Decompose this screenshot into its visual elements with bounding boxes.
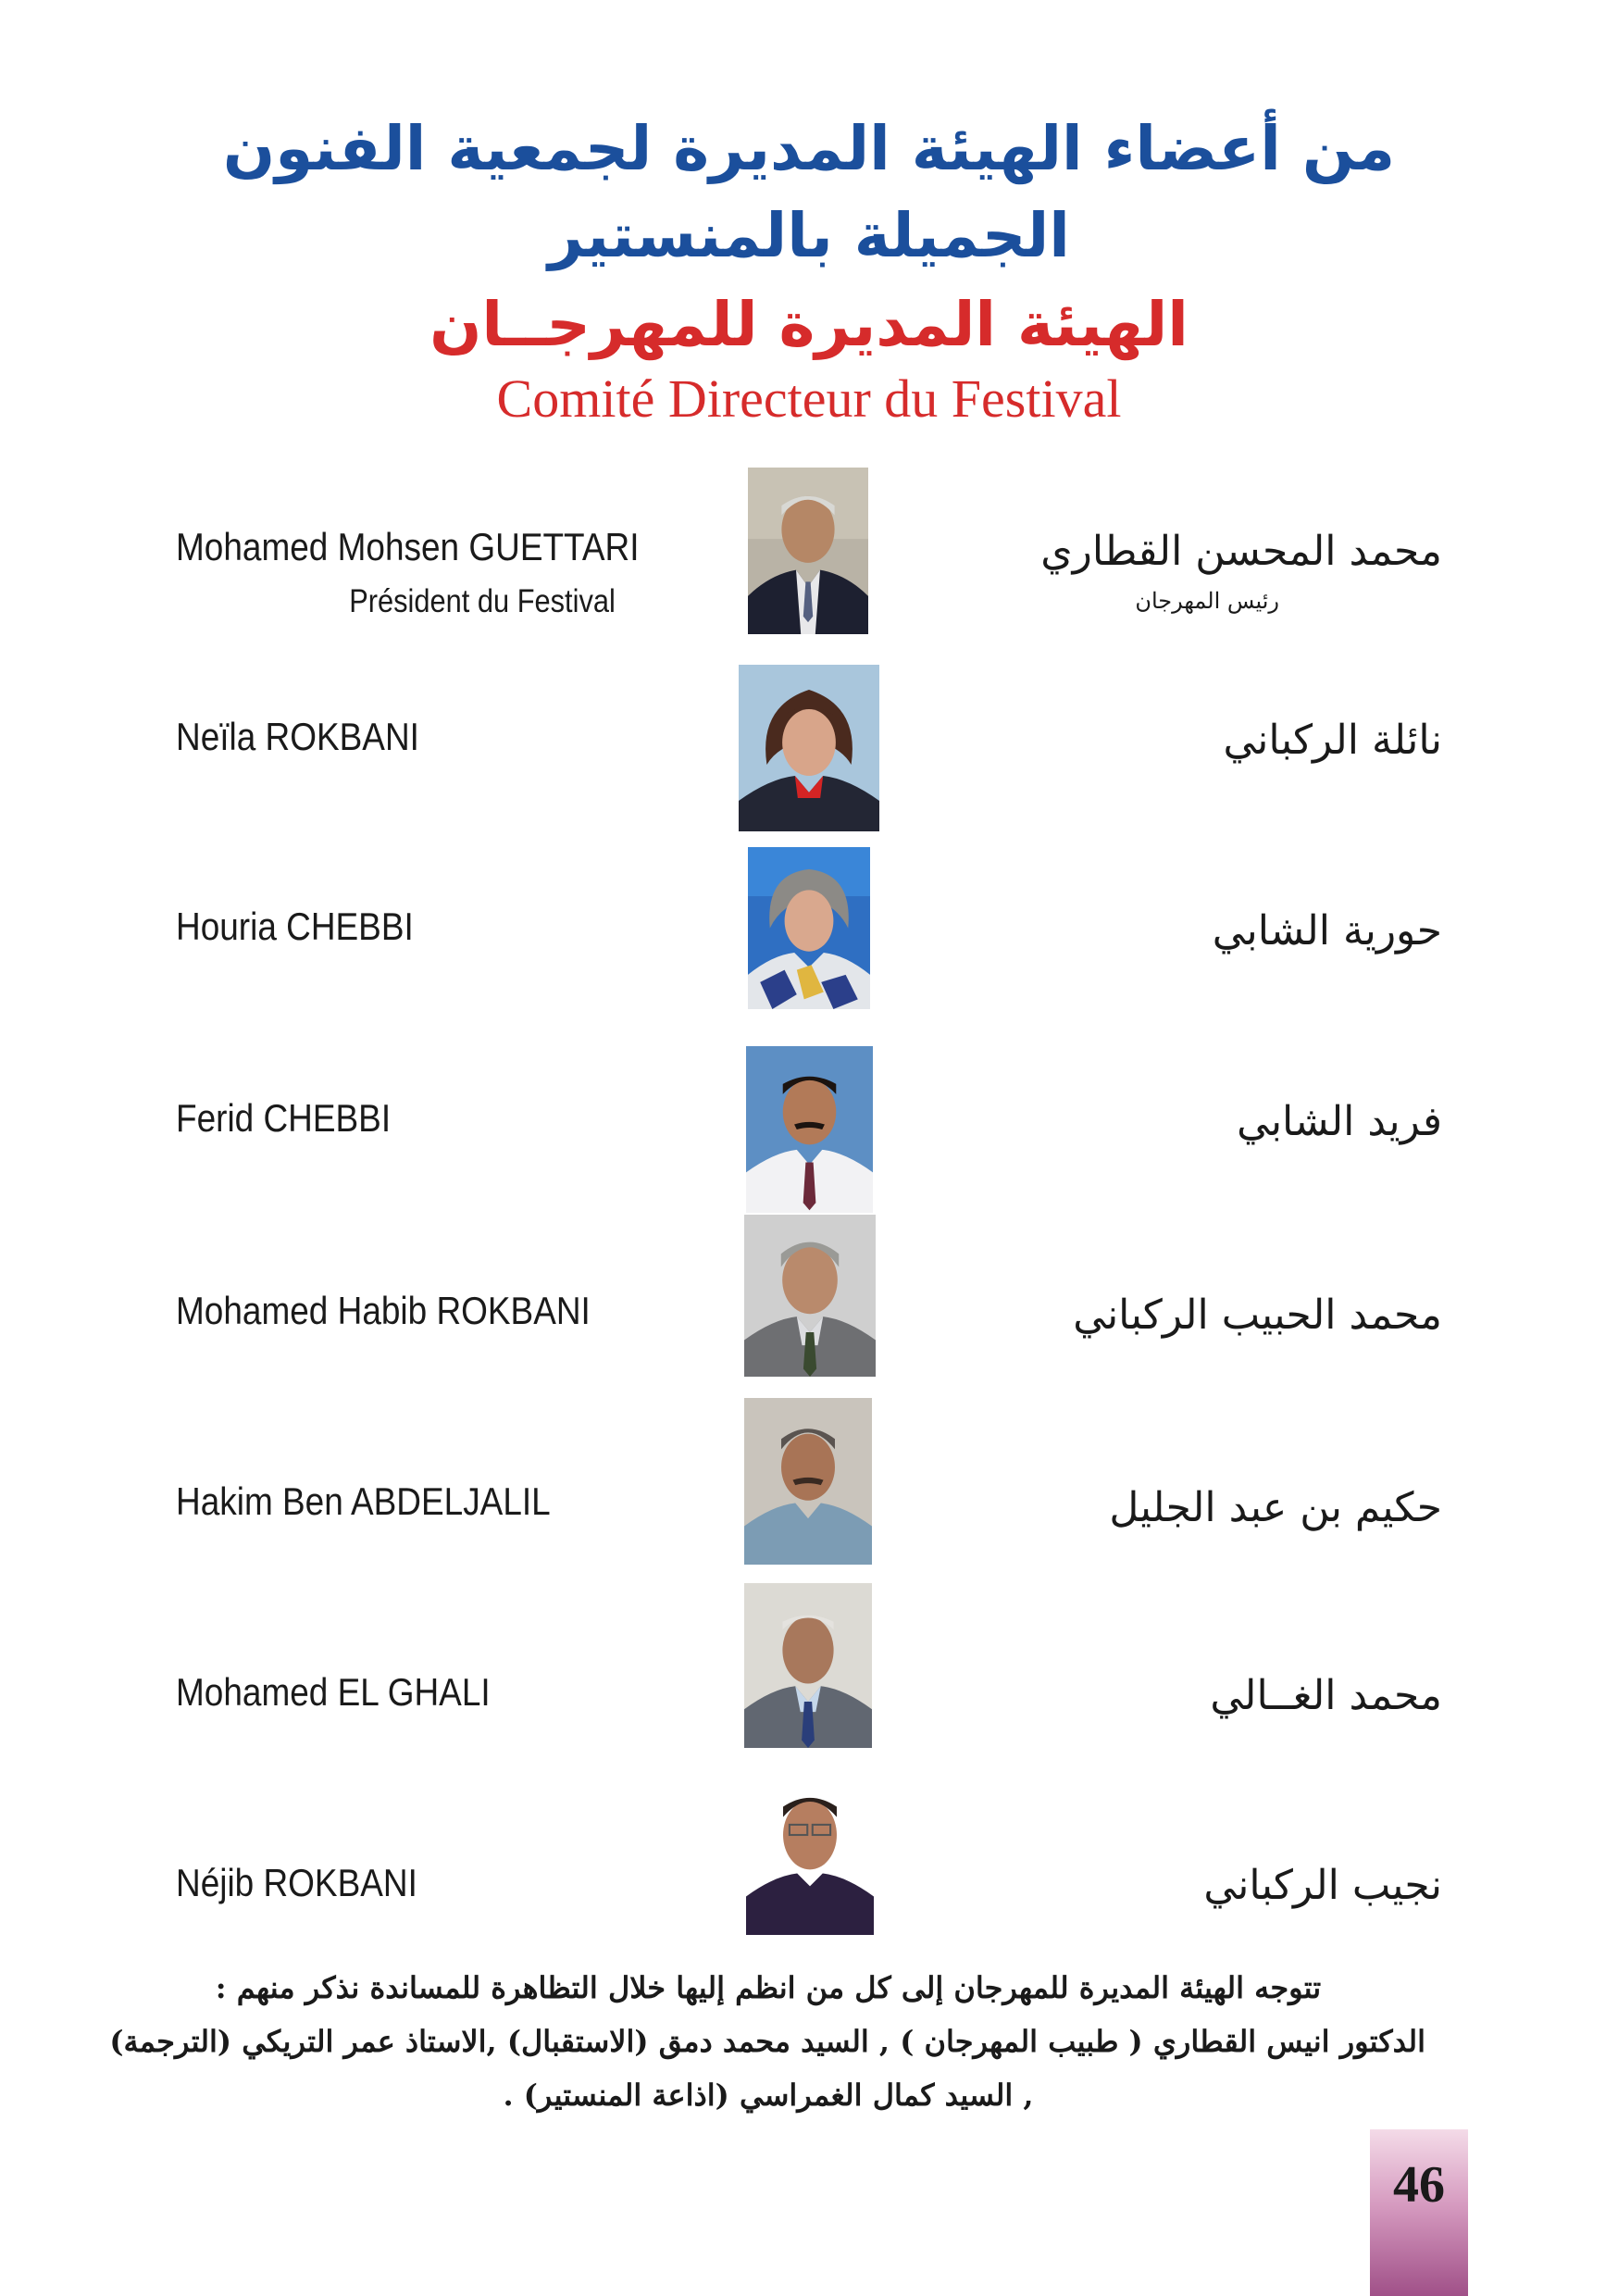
acknowledgement-text [111, 1961, 1425, 2122]
member-photo [746, 1046, 873, 1213]
member-row [0, 1583, 1618, 1750]
member-name-fr: Ferid CHEBBI [176, 1096, 392, 1140]
member-photo [748, 468, 868, 634]
member-photo [744, 1583, 872, 1748]
page-number-tab [1370, 2129, 1468, 2296]
member-name-ar: حورية الشابي [1212, 907, 1442, 955]
member-row [0, 665, 1618, 831]
member-photo [739, 665, 879, 831]
member-name-ar: نائلة الركباني [1223, 717, 1442, 764]
member-name-ar: فريد الشابي [1237, 1098, 1442, 1145]
member-name-fr: Mohamed EL GHALI [176, 1670, 491, 1714]
member-name-fr: Hakim Ben ABDELJALIL [176, 1479, 551, 1523]
member-role-ar: رئيس المهرجان [1135, 588, 1279, 614]
member-row [0, 1215, 1618, 1381]
member-row [0, 1046, 1618, 1213]
member-photo [744, 1398, 872, 1565]
member-name-fr: Neïla ROKBANI [176, 715, 419, 758]
member-name-fr: Houria CHEBBI [176, 905, 414, 948]
member-photo [748, 847, 870, 1009]
title-line-1: من أعضاء الهيئة المديرة لجمعية الفنون [222, 113, 1396, 184]
committee-title-ar: الهيئة المديرة للمهرجــان [429, 289, 1189, 360]
member-row [0, 1768, 1618, 1935]
member-name-ar: حكيم بن عبد الجليل [1109, 1484, 1442, 1531]
member-name-ar: محمد المحسن القطاري [1040, 528, 1442, 575]
acknowledgement-line: , السيد كمال الغمراسي (اذاعة المنستير) . [503, 2078, 1034, 2113]
committee-title-fr: Comité Directeur du Festival [496, 368, 1122, 429]
title-line-2: الجميلة بالمنستير [548, 200, 1070, 271]
member-name-fr: Mohamed Habib ROKBANI [176, 1289, 591, 1332]
member-row [0, 847, 1618, 1014]
acknowledgement-line: تتوجه الهيئة المديرة للمهرجان إلى كل من انظم إليها خلال التظاهرة للمساندة نذكر منهم : [215, 1970, 1322, 2005]
page-number: 46 [1393, 2156, 1445, 2214]
member-row [0, 1398, 1618, 1565]
member-name-ar: محمد الحبيب الركباني [1073, 1292, 1442, 1339]
member-role-fr: Président du Festival [349, 583, 616, 619]
member-name-fr: Mohamed Mohsen GUETTARI [176, 525, 640, 568]
member-name-ar: محمد الغــالي [1210, 1672, 1442, 1719]
member-name-ar: نجيب الركباني [1203, 1862, 1442, 1909]
member-photo [746, 1768, 874, 1935]
member-name-fr: Néjib ROKBANI [176, 1861, 417, 1904]
acknowledgement-line: الدكتور انيس القطاري ( طبيب المهرجان ) , السيد محمد دمق (الاستقبال) ,الاستاذ عمر التريكي (الترجمة) [109, 2024, 1425, 2059]
member-row [0, 468, 1618, 634]
member-photo [744, 1215, 876, 1377]
